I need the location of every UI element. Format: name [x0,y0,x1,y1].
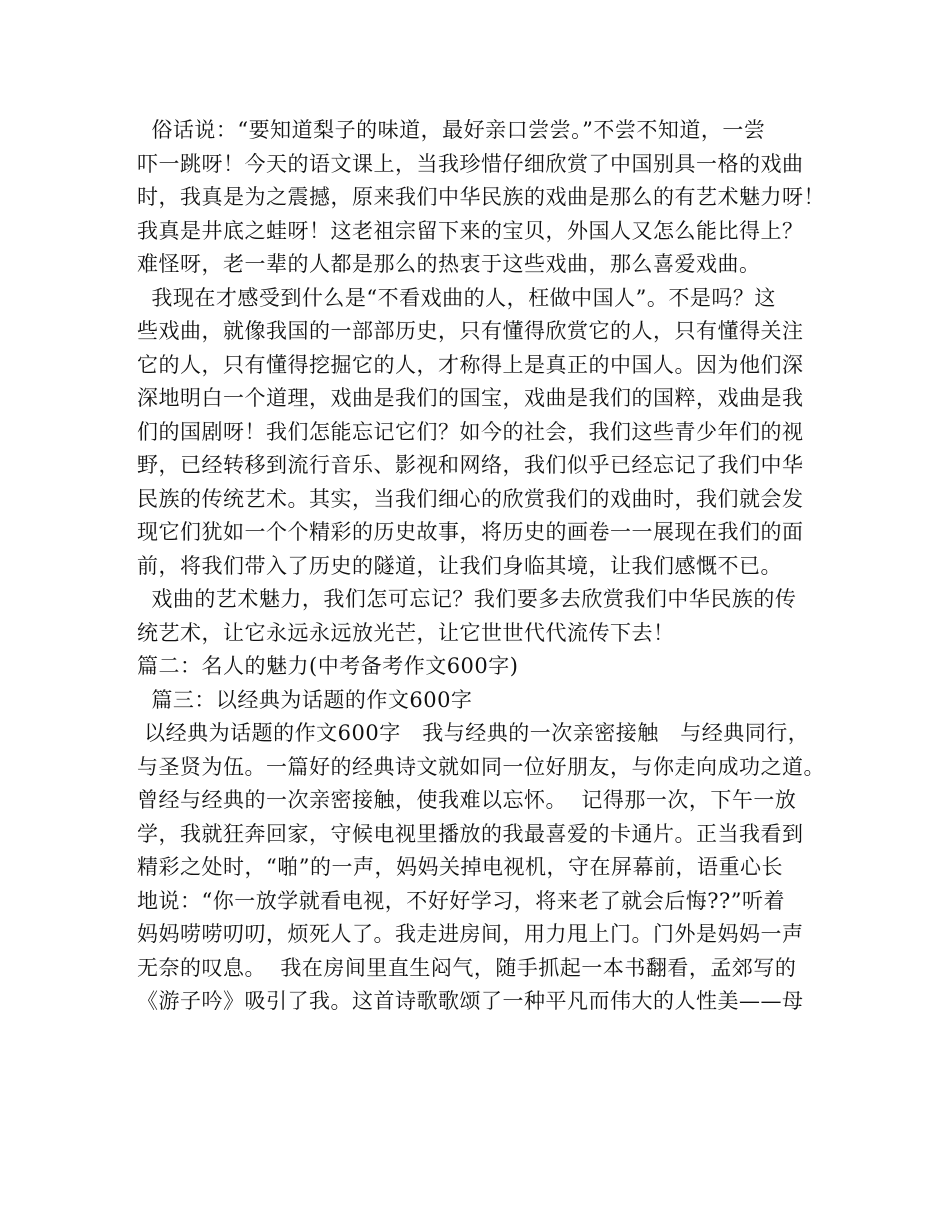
paragraph-line: 戏曲的艺术魅力，我们怎可忘记？我们要多去欣赏我们中华民族的传 [137,587,797,611]
paragraph-line: 《游子吟》吸引了我。这首诗歌歌颂了一种平凡而伟大的人性美——母 [137,989,804,1013]
paragraph-line: 民族的传统艺术。其实，当我们细心的欣赏我们的戏曲时，我们就会发 [137,487,804,511]
section-heading: 篇二：名人的魅力(中考备考作文600字) [137,654,519,678]
paragraph-line: 前，将我们带入了历史的隧道，让我们身临其境，让我们感慨不已。 [137,554,782,578]
paragraph-line: 吓一跳呀！今天的语文课上，当我珍惜仔细欣赏了中国别具一格的戏曲 [137,152,804,176]
paragraph-line: 野，已经转移到流行音乐、影视和网络，我们似乎已经忘记了我们中华 [137,453,804,477]
paragraph-line: 我现在才感受到什么是“不看戏曲的人，枉做中国人”。不是吗？这 [137,286,776,310]
paragraph-line: 我真是井底之蛙呀！这老祖宗留下来的宝贝，外国人又怎么能比得上？ [137,219,804,243]
paragraph-line: 妈妈唠唠叨叨，烦死人了。我走进房间，用力甩上门。门外是妈妈一声 [137,922,804,946]
paragraph-line: 曾经与经典的一次亲密接触，使我难以忘怀。 记得那一次，下午一放 [137,788,797,812]
paragraph-line: 无奈的叹息。 我在房间里直生闷气，随手抓起一本书翻看，孟郊写的 [137,956,797,980]
paragraph-line: 精彩之处时，“啪”的一声，妈妈关掉电视机，守在屏幕前，语重心长 [137,855,783,879]
paragraph-line: 它的人，只有懂得挖掘它的人，才称得上是真正的中国人。因为他们深 [137,353,804,377]
section-heading: 篇三：以经典为话题的作文600字 [137,688,473,712]
paragraph-line: 们的国剧呀！我们怎能忘记它们？如今的社会，我们这些青少年们的视 [137,420,804,444]
paragraph-line: 深地明白一个道理，戏曲是我们的国宝，戏曲是我们的国粹，戏曲是我 [137,386,804,410]
paragraph-line: 俗话说：“要知道梨子的味道，最好亲口尝尝。”不尝不知道，一尝 [137,118,766,142]
paragraph-line: 以经典为话题的作文600字 我与经典的一次亲密接触 与经典同行， [137,721,810,745]
paragraph-line: 与圣贤为伍。一篇好的经典诗文就如同一位好朋友，与你走向成功之道。 [137,755,825,779]
paragraph-line: 难怪呀，老一辈的人都是那么的热衷于这些戏曲，那么喜爱戏曲。 [137,252,761,276]
paragraph-line: 地说：“你一放学就看电视，不好好学习，将来老了就会后悔??”听着 [137,889,785,913]
paragraph-line: 些戏曲，就像我国的一部部历史，只有懂得欣赏它的人，只有懂得关注 [137,319,804,343]
paragraph-line: 现它们犹如一个个精彩的历史故事，将历史的画卷一一展现在我们的面 [137,520,804,544]
paragraph-line: 学，我就狂奔回家，守候电视里播放的我最喜爱的卡通片。正当我看到 [137,822,804,846]
paragraph-line: 时，我真是为之震撼，原来我们中华民族的戏曲是那么的有艺术魅力呀！ [137,185,825,209]
paragraph-line: 统艺术，让它永远永远放光芒，让它世世代代流传下去！ [137,621,675,645]
